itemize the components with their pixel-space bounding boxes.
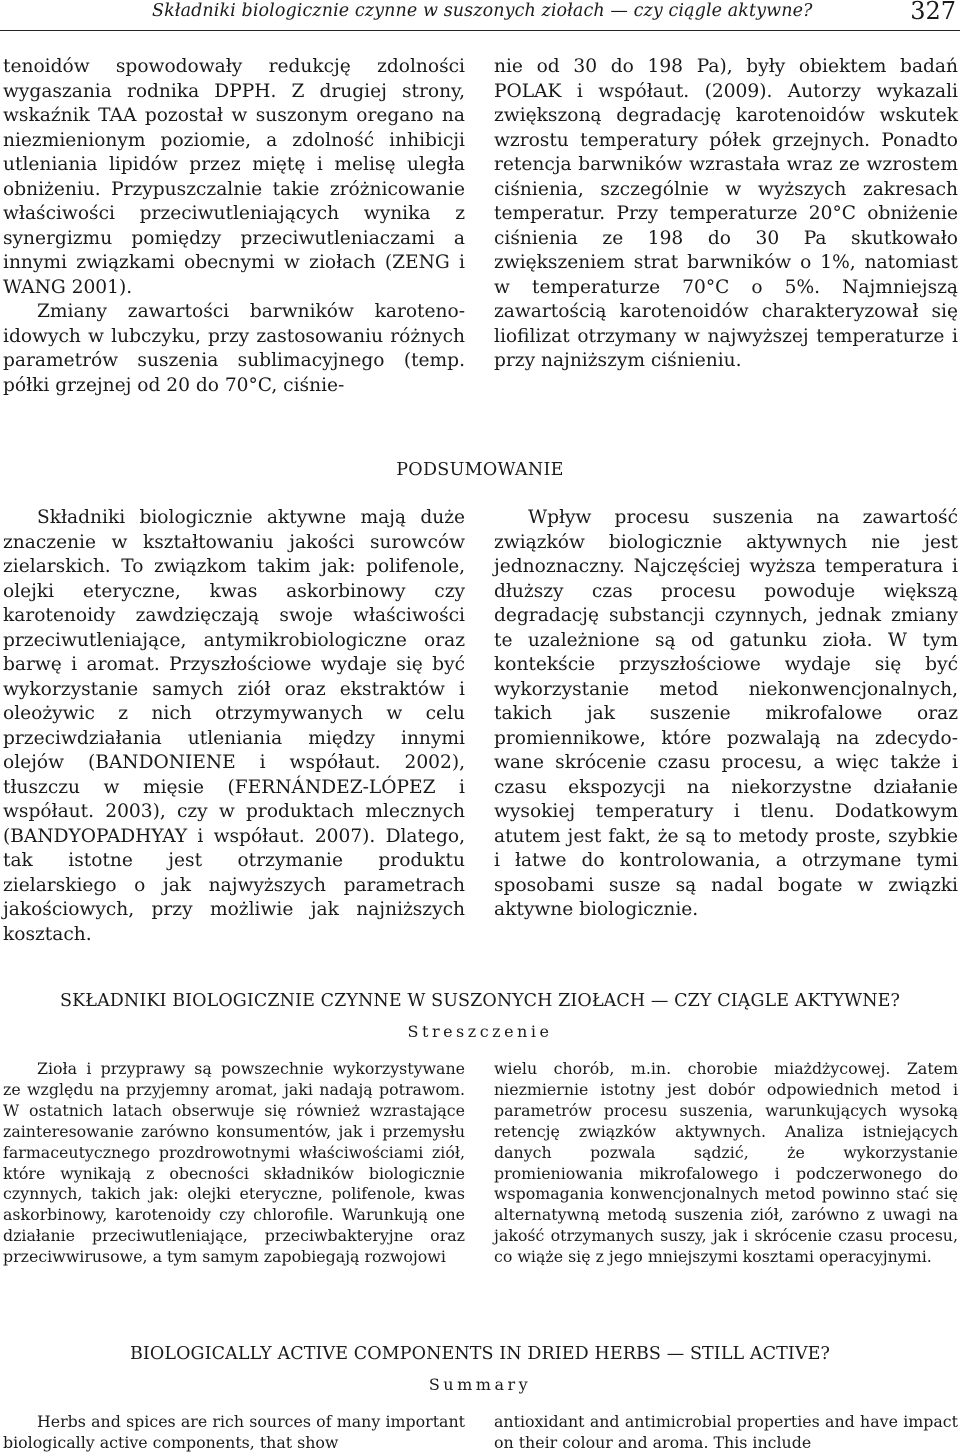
section-heading-summary: PODSUMOWANIE xyxy=(396,460,564,480)
paragraph: tenoidów spowodowały redukcję zdolności wygaszania rodnika DPPH. Z drugiej strony, wskaźnik TAA pozostał w suszonym oregano na niezmienionym poziomie, a zdolność inhibicji utleniania lipidów przez miętę i melisę uległa obniżeniu. Przypuszczalnie takie zróżnicowanie właściwości przeciwutleniających wynika z synergizmu pomiędzy przeciwutleniaczami a innymi związkami obecnymi w ziołach (ZENG i WANG 2001). xyxy=(3,56,465,298)
abstract-column-left-polish xyxy=(3,1059,465,1268)
paragraph: Zioła i przyprawy są powszechnie wykorzystywane ze względu na przyjemny aromat, jaki nadają potrawom. W ostatnich latach obserwuje się również wzrastające zainteresowanie zarówno konsumentów, jak i przemysłu farmaceutycznego prozdrowotnymi właściwościami ziół, które wynikają z obecności składników biologicznie czynnych, takich jak: olejki eteryczne, polifenole, kwas askorbinowy, karotenoidy czy chlorofile. Warunkują one działanie przeciwutleniające, przeciwbakteryjne oraz przeciwwirusowe, a tym samym zapobiegają rozwojowi xyxy=(3,1059,465,1267)
body-column-left-top xyxy=(3,55,465,398)
paragraph: Zmiany zawartości barwników karotenoidowych w lubczyku, przy zastosowaniu różnych parametrów suszenia sublimacyjnego (temp. półki grzejnej od 20 do 70°C, ciśnie- xyxy=(3,301,465,396)
abstract-title-polish: SKŁADNIKI BIOLOGICZNIE CZYNNE W SUSZONYCH ZIOŁACH — CZY CIĄGLE AKTYWNE? xyxy=(60,991,900,1011)
abstract-title-english: BIOLOGICALLY ACTIVE COMPONENTS IN DRIED HERBS — STILL ACTIVE? xyxy=(129,1344,831,1364)
abstract-label-english: Summary xyxy=(428,1375,532,1394)
paragraph: Składniki biologicznie aktywne mają duże znaczenie w kształtowaniu jakości surowców zielarskich. To związkom takim jak: polifenole, olejki eteryczne, kwas askorbinowy czy karotenoidy zawdzięczają swoje właściwości przeciwutleniające, antymikrobiologiczne oraz barwę i aromat. Przyszłościowe wydaje się być wykorzystanie samych ziół oraz ekstraktów i oleożywic z nich otrzymywanych w celu przeciwdziałania utleniania między innymi olejów (BANDONIENE i współaut. 2002), tłuszczu w mięsie (FERNÁNDEZ-LÓPEZ i współaut. 2003), czy w produktach mlecznych (BANDYOPADHYAY i współaut. 2007). Dlatego, tak istotne jest otrzymanie produktu zielarskiego o jak najwyższych parametrach jakościowych, przy możliwie jak najniższych kosztach. xyxy=(3,507,465,945)
paragraph: wielu chorób, m.in. chorobie miażdżycowej. Zatem niezmiernie istotny jest dobór odpowiednich metod i parametrów procesu suszenia, warunkujących wysoką retencję związków aktywnych. Analiza istniejących danych pozwala sądzić, że wykorzystanie promieniowania mikrofalowego i podczerwonego do wspomagania konwencjonalnych metod powinno stać się alternatywną metodą suszenia ziół, zarówno z uwagi na jakość otrzymanych suszy, jak i skrócenie czasu procesu, co wiąże się z jego mniejszymi kosztami operacyjnymi. xyxy=(494,1059,958,1267)
body-column-right-summary xyxy=(494,506,958,923)
paragraph: Herbs and spices are rich sources of many important biologically active components, that show xyxy=(3,1412,465,1452)
running-header xyxy=(0,0,960,31)
abstract-label-polish: Streszczenie xyxy=(407,1022,553,1041)
page-number: 327 xyxy=(910,0,956,25)
paragraph: Wpływ procesu suszenia na zawartość związków biologicznie aktywnych nie jest jednoznaczny. Najczęściej wyższa temperatura i dłuższy czas procesu powoduje większą degradację substancji czynnych, jednak zmiany te uzależnione są od gatunku zioła. W tym kontekście przyszłościowe wydaje się być wykorzystanie metod niekonwencjonalnych, takich jak suszenie mikrofalowe oraz promiennikowe, które pozwalają na zdecydowane skrócenie czasu procesu, a więc także i czasu ekspozycji na niekorzystne działanie wysokiej temperatury i tlenu. Dodatkowym atutem jest fakt, że są to metody proste, szybkie i łatwe do kontrolowania, a otrzymane tymi sposobami susze są nadal bogate w związki aktywne biologicznie. xyxy=(494,507,958,920)
paragraph: nie od 30 do 198 Pa), były obiektem badań POLAK i współaut. (2009). Autorzy wykazali zwiększoną degradację karotenoidów wskutek wzrostu temperatury półek grzejnych. Ponadto retencja barwników wzrastała wraz ze wzrostem ciśnienia, szczególnie w wyższych zakresach temperatur. Przy temperaturze 20°C obniżenie ciśnienia ze 198 do 30 Pa skutkowało zwiększeniem strat barwników o 1%, natomiast w temperaturze 70°C o 5%. Najmniejszą zawartością karotenoidów charakteryzował się liofilizat otrzymany w najwyższej temperaturze i przy najniższym ciśnieniu. xyxy=(494,56,958,371)
running-title: Składniki biologicznie czynne w suszonych ziołach — czy ciągle aktywne? xyxy=(152,1,813,21)
paragraph: antioxidant and antimicrobial properties and have impact on their colour and aroma. This include xyxy=(494,1412,958,1452)
abstract-column-left-english xyxy=(3,1412,465,1454)
body-column-left-summary xyxy=(3,506,465,947)
abstract-column-right-polish xyxy=(494,1059,958,1268)
abstract-column-right-english xyxy=(494,1412,958,1454)
body-column-right-top xyxy=(494,55,958,374)
